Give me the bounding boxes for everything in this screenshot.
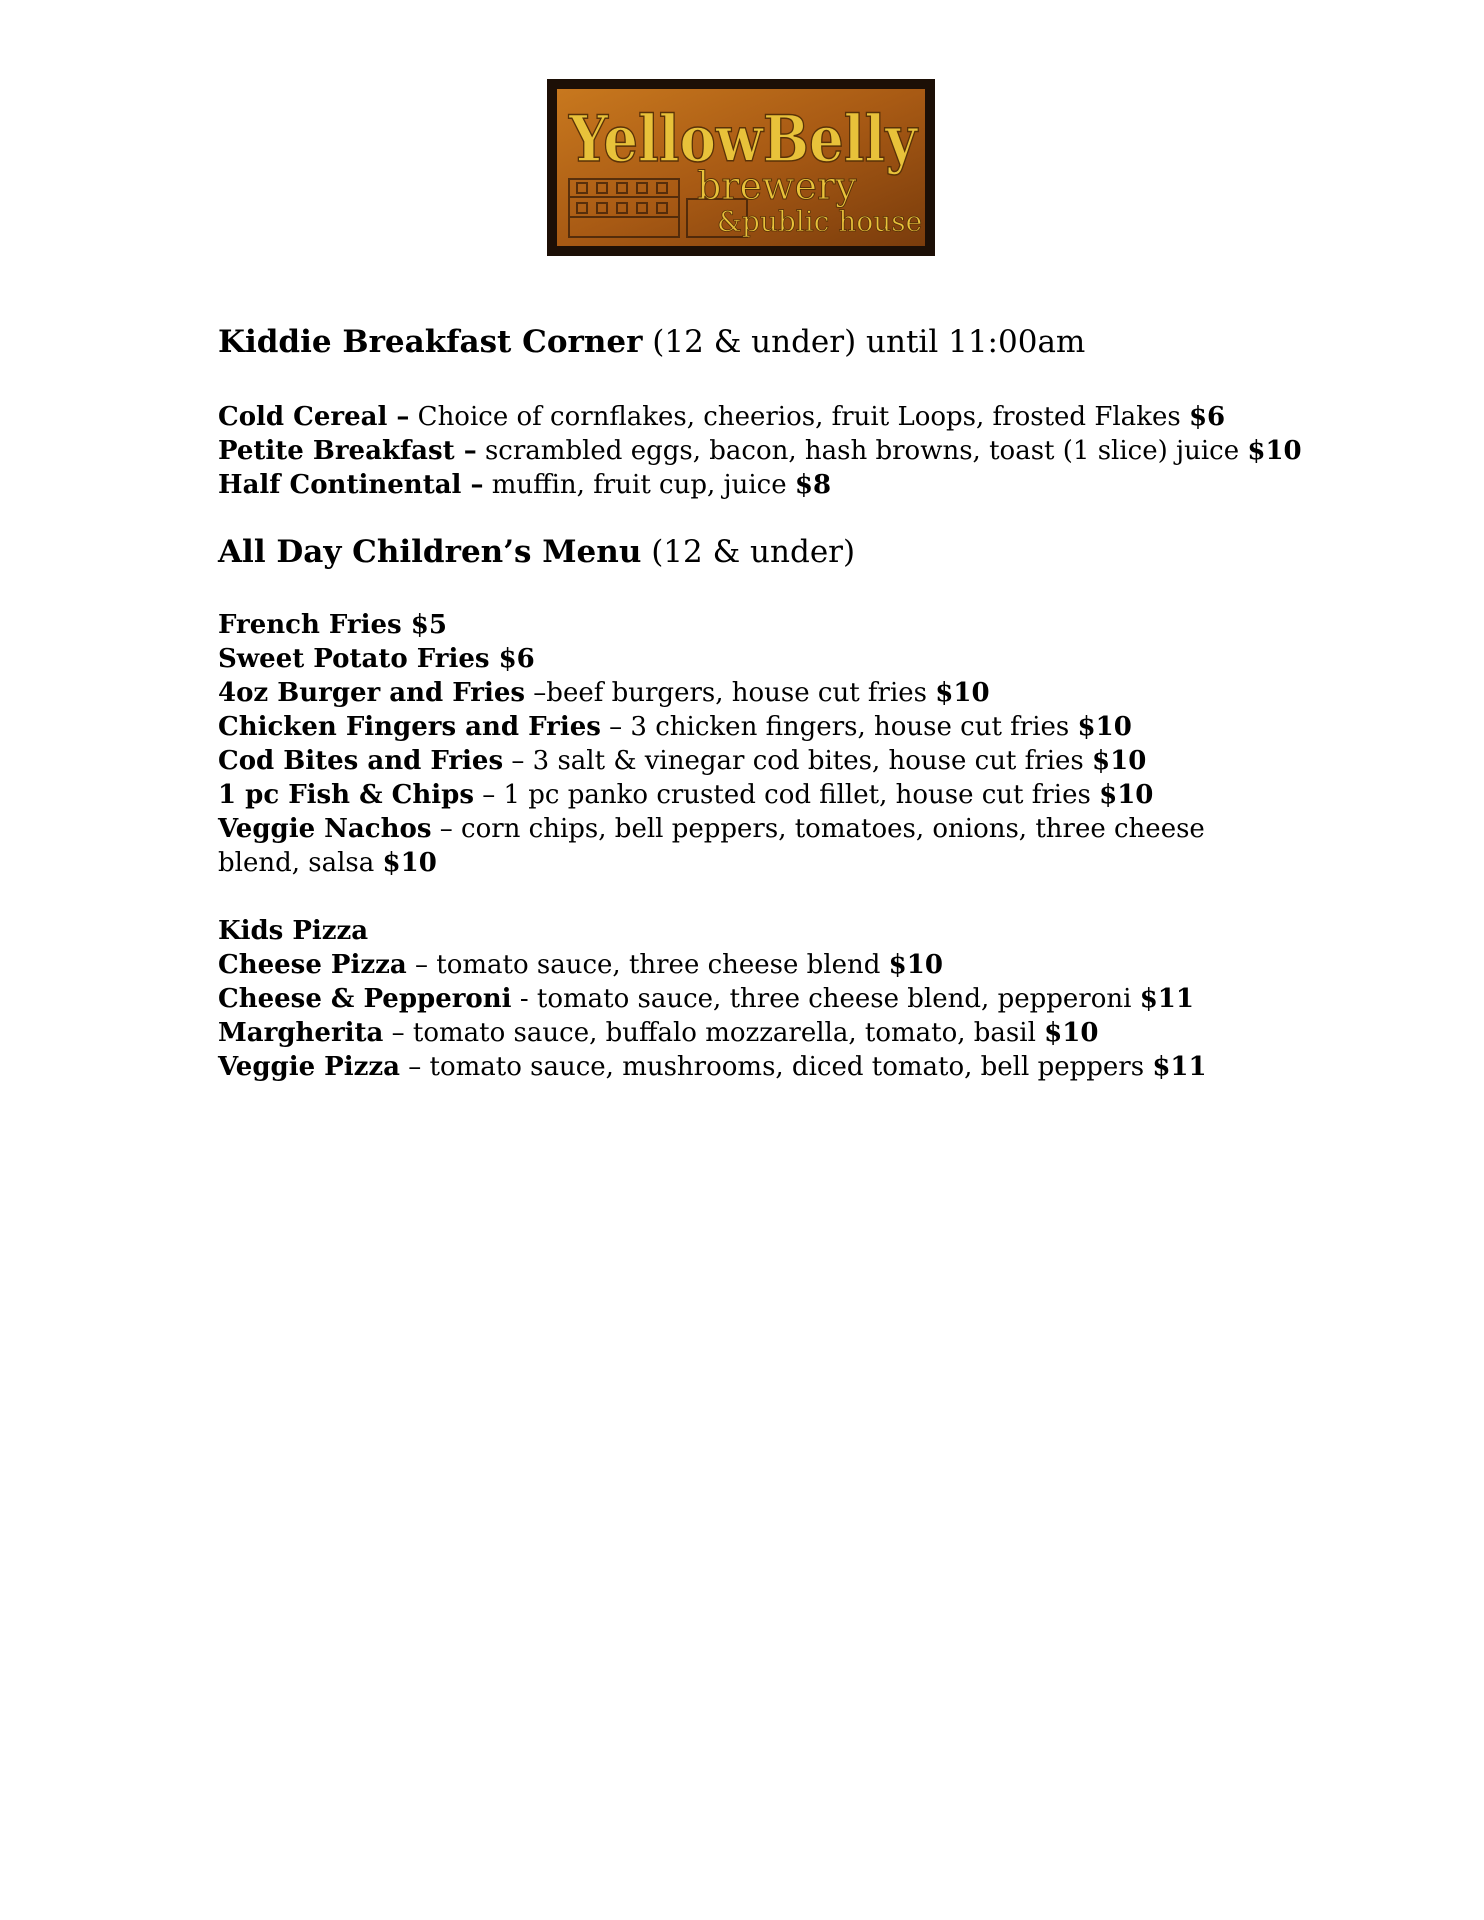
section-title-breakfast — [218, 322, 1298, 362]
item-price: $11 — [1139, 984, 1194, 1014]
item-name: French Fries $5 — [218, 610, 447, 640]
item-price: $10 — [382, 848, 437, 878]
item-price: $10 — [888, 950, 943, 980]
logo-text-3: &public house — [717, 205, 923, 238]
item-desc: – tomato sauce, buffalo mozzarella, tomato, basil — [383, 1018, 1045, 1048]
menu-item — [218, 744, 1298, 778]
item-name: Cod Bites and Fries — [218, 746, 504, 776]
menu-item — [218, 642, 1298, 676]
item-price: $6 — [1188, 402, 1226, 432]
menu-item — [218, 608, 1298, 642]
item-desc: – corn chips, bell peppers, tomatoes, onions, three cheese blend, salsa — [218, 814, 1205, 878]
item-price: $10 — [1099, 780, 1154, 810]
menu-item — [218, 676, 1298, 710]
logo-text-1: YellowBelly — [568, 102, 919, 177]
section-title-pizza — [218, 914, 1298, 948]
item-price: $10 — [1247, 436, 1302, 466]
menu-item — [218, 948, 1298, 982]
item-name: Petite Breakfast – — [218, 436, 477, 466]
section-title-allday-subtitle: (12 & under) — [641, 534, 856, 570]
item-name: Cheese & Pepperoni — [218, 984, 512, 1014]
yellowbelly-logo — [547, 79, 935, 256]
menu-content — [218, 322, 1302, 1084]
item-desc: – 1 pc panko crusted cod fillet, house cut fries — [473, 780, 1100, 810]
item-name: Veggie Nachos — [218, 814, 432, 844]
item-desc: – 3 salt & vinegar cod bites, house cut fries — [503, 746, 1093, 776]
item-name: Half Continental – — [218, 470, 484, 500]
item-price: $11 — [1152, 1052, 1207, 1082]
item-desc: – 3 chicken fingers, house cut fries — [600, 712, 1078, 742]
menu-item — [218, 1050, 1298, 1084]
item-desc: - tomato sauce, three cheese blend, pepperoni — [511, 984, 1140, 1014]
item-name: 1 pc Fish & Chips — [218, 780, 474, 810]
item-desc: muffin, fruit cup, juice — [483, 470, 795, 500]
item-price: $10 — [1044, 1018, 1099, 1048]
item-price: $10 — [935, 678, 990, 708]
item-name: Chicken Fingers and Fries — [218, 712, 601, 742]
menu-item — [218, 710, 1298, 744]
item-name: Cold Cereal – — [218, 402, 410, 432]
logo-text-2: brewery — [697, 164, 857, 208]
menu-item — [218, 434, 1302, 468]
item-name: Cheese Pizza — [218, 950, 407, 980]
menu-item — [218, 1016, 1298, 1050]
item-desc: – tomato sauce, mushrooms, diced tomato, bell peppers — [399, 1052, 1153, 1082]
menu-item — [218, 778, 1298, 812]
section-title-breakfast-name: Kiddie Breakfast Corner — [218, 324, 643, 360]
menu-item — [218, 468, 1298, 502]
item-price: $10 — [1077, 712, 1132, 742]
item-desc: scrambled eggs, bacon, hash browns, toast (1 slice) juice — [476, 436, 1248, 466]
menu-item — [218, 812, 1228, 880]
item-desc: – tomato sauce, three cheese blend — [406, 950, 889, 980]
item-name: Veggie Pizza — [218, 1052, 400, 1082]
menu-item — [218, 982, 1298, 1016]
item-desc: –beef burgers, house cut fries — [525, 678, 936, 708]
item-name: Sweet Potato Fries $6 — [218, 644, 535, 674]
item-name: 4oz Burger and Fries — [218, 678, 526, 708]
section-title-pizza-name: Kids Pizza — [218, 916, 369, 946]
item-price: $10 — [1092, 746, 1147, 776]
section-title-breakfast-subtitle: (12 & under) until 11:00am — [642, 324, 1086, 360]
item-desc: Choice of cornflakes, cheerios, fruit Loops, frosted Flakes — [409, 402, 1189, 432]
section-title-allday — [218, 532, 1298, 572]
section-title-allday-name: All Day Children’s Menu — [218, 534, 642, 570]
item-name: Margherita — [218, 1018, 384, 1048]
item-price: $8 — [794, 470, 832, 500]
menu-item — [218, 400, 1298, 434]
